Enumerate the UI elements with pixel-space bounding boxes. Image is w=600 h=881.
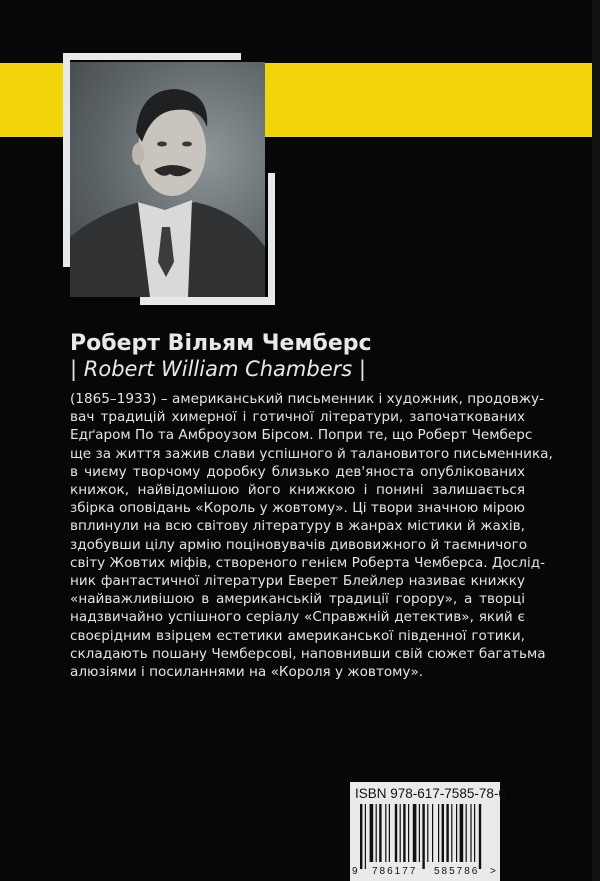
barcode-bar [400, 804, 401, 862]
barcode-bar [456, 804, 457, 862]
bio-line: в чиєму творчому доробку близько дев'яноста опублікованих [70, 463, 525, 480]
barcode-bar [395, 804, 397, 862]
barcode-bar [413, 804, 417, 862]
bio-line: алюзіями і посиланнями на «Короля у жовтому». [70, 664, 424, 681]
barcode-bar [403, 804, 405, 862]
bio-line: збірка оповідань «Король у жовтому». Ці твори значною мірою [70, 500, 525, 517]
barcode-bar [370, 804, 374, 862]
barcode-digits-left: 786177 [372, 866, 418, 877]
isbn-barcode [350, 782, 506, 881]
barcode-bars [360, 804, 492, 869]
barcode-digit-first: 9 [352, 866, 360, 877]
bio-line: вач традицій химерної і готичної літератури, започаткованих [70, 409, 525, 426]
barcode-bar [451, 804, 452, 862]
barcode-bar [360, 804, 362, 869]
barcode-bar [379, 804, 381, 862]
bio-line: світу Жовтих міфів, створеного генієм Роберта Чемберса. Дослід- [70, 554, 546, 571]
bio-line: своєрідним взірцем естетики американської південної готики, [70, 627, 525, 644]
bio-line: складають пошану Чемберсові, наповнивши свій сюжет багатьма [70, 645, 546, 662]
barcode-digits-right: 585786 [434, 866, 480, 877]
bio-line: (1865–1933) – американський письменник і художник, продовжу- [70, 391, 545, 407]
bio-line: ще за життя зажив слави успішного й талановитого письменника, [70, 445, 553, 462]
author-name-english: | Robert William Chambers | [70, 357, 366, 381]
barcode-marker: > [490, 866, 498, 877]
author-biography [70, 390, 553, 681]
barcode-bar [479, 804, 481, 869]
photo-frame-right [268, 173, 275, 305]
bio-line: ник фантастичної літератури Еверет Блейлер називає книжку [70, 573, 525, 590]
photo-frame-bottom [140, 297, 275, 305]
barcode-bar [365, 804, 366, 869]
barcode-bar [460, 804, 464, 862]
barcode-bar [466, 804, 467, 862]
barcode-bar [474, 804, 475, 862]
bio-line: книжок, найвідомішою його книжкою і понині залишається [70, 482, 525, 499]
barcode-bar [422, 804, 424, 869]
barcode-bar [442, 804, 444, 862]
barcode-bar [438, 804, 439, 862]
spine-edge [592, 0, 600, 881]
isbn-text: ISBN 978-617-7585-78-6 [355, 786, 506, 801]
barcode-bar [408, 804, 409, 862]
bio-line: «найважливішою в американській традиції горору», а творці [70, 591, 525, 608]
barcode-bar [376, 804, 377, 862]
barcode-bar [419, 804, 420, 862]
barcode-bar [427, 804, 428, 862]
barcode-bar [389, 804, 390, 862]
author-portrait [70, 62, 265, 297]
author-name-ukrainian: Роберт Вільям Чемберс [70, 331, 372, 356]
barcode-bar [446, 804, 448, 862]
barcode-bar [432, 804, 433, 862]
bio-line: надзвичайно успішного серіалу «Справжній детектив», який є [70, 609, 525, 626]
bio-line: здобувши цілу армію поціновувачів дивовижного й таємничого [70, 536, 528, 553]
bio-line: Едґаром По та Амброузом Бірсом. Попри те, що Роберт Чемберс [70, 427, 533, 444]
photo-frame-top [63, 53, 241, 60]
bio-line: вплинули на всю світову літературу в жанрах містики й жахів, [70, 518, 525, 535]
barcode-bar [470, 804, 471, 862]
barcode-bar [385, 804, 386, 862]
photo-frame-left [63, 53, 70, 267]
